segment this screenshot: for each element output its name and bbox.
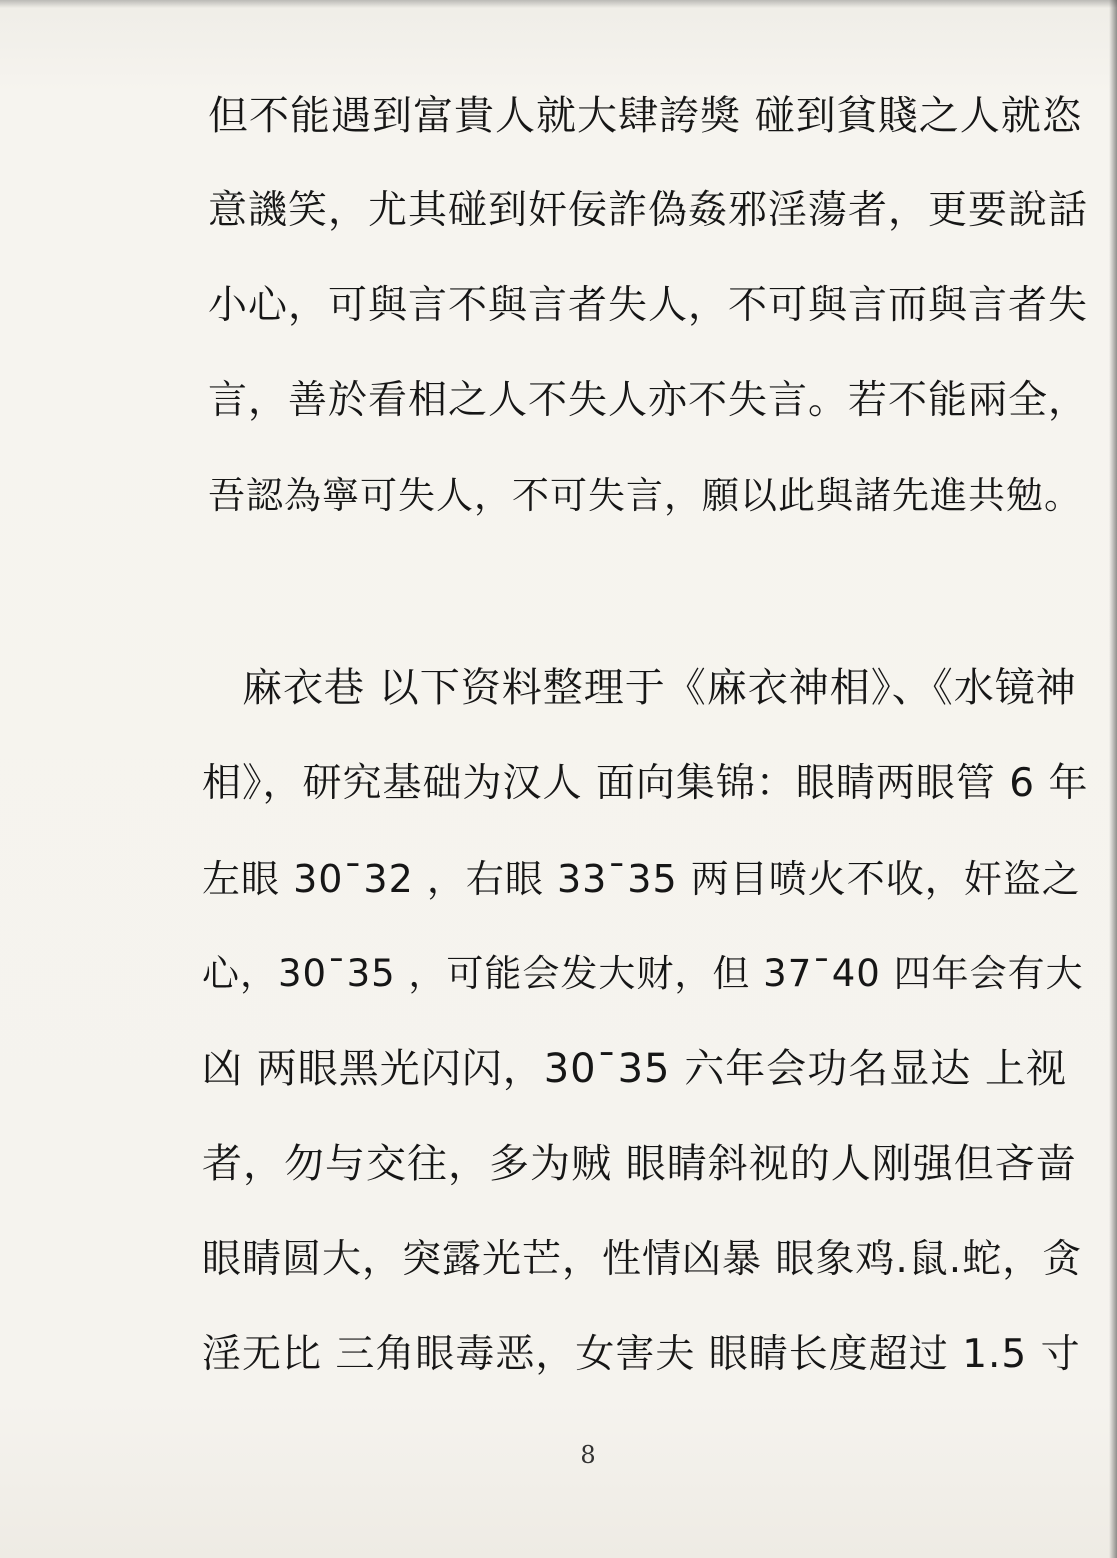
text-line: 麻衣巷 以下资料整理于《麻衣神相》、《水镜神: [242, 665, 1077, 711]
page-number: 8: [580, 1441, 596, 1469]
text-line: 心，30¯35 ，可能会发大财，但 37¯40 四年会有大: [202, 952, 1084, 995]
text-line: 眼睛圆大，突露光芒，性情凶暴 眼象鸡.鼠.蛇，贪: [202, 1237, 1083, 1282]
text-line: 但不能遇到富貴人就大肆誇獎 碰到貧賤之人就恣: [208, 93, 1083, 139]
text-line: 相》，研究基础为汉人 面向集锦：眼睛两眼管 6 年: [202, 761, 1089, 806]
text-line: 左眼 30¯32 ，右眼 33¯35 两目喷火不收，奸盗之: [202, 857, 1081, 901]
text-line: 言，善於看相之人不失人亦不失言。若不能兩全，: [208, 378, 1089, 423]
scan-edge-top: [0, 0, 1117, 8]
text-line: 吾認為寧可失人，不可失言，願以此與諸先進共勉。: [208, 474, 1082, 517]
text-line: 淫无比 三角眼毒恶，女害夫 眼睛长度超过 1.5 寸: [202, 1332, 1081, 1377]
text-line: 者，勿与交往，多为贼 眼睛斜视的人刚强但吝啬: [202, 1141, 1077, 1187]
scan-edge-right: [1109, 0, 1117, 1558]
text-line: 小心，可與言不與言者失人，不可與言而與言者失: [208, 283, 1089, 328]
text-line: 凶 两眼黑光闪闪，30¯35 六年会功名显达 上视: [202, 1046, 1067, 1092]
text-line: 意譏笑，尤其碰到奸佞詐偽姦邪淫蕩者，更要說話: [208, 188, 1089, 233]
